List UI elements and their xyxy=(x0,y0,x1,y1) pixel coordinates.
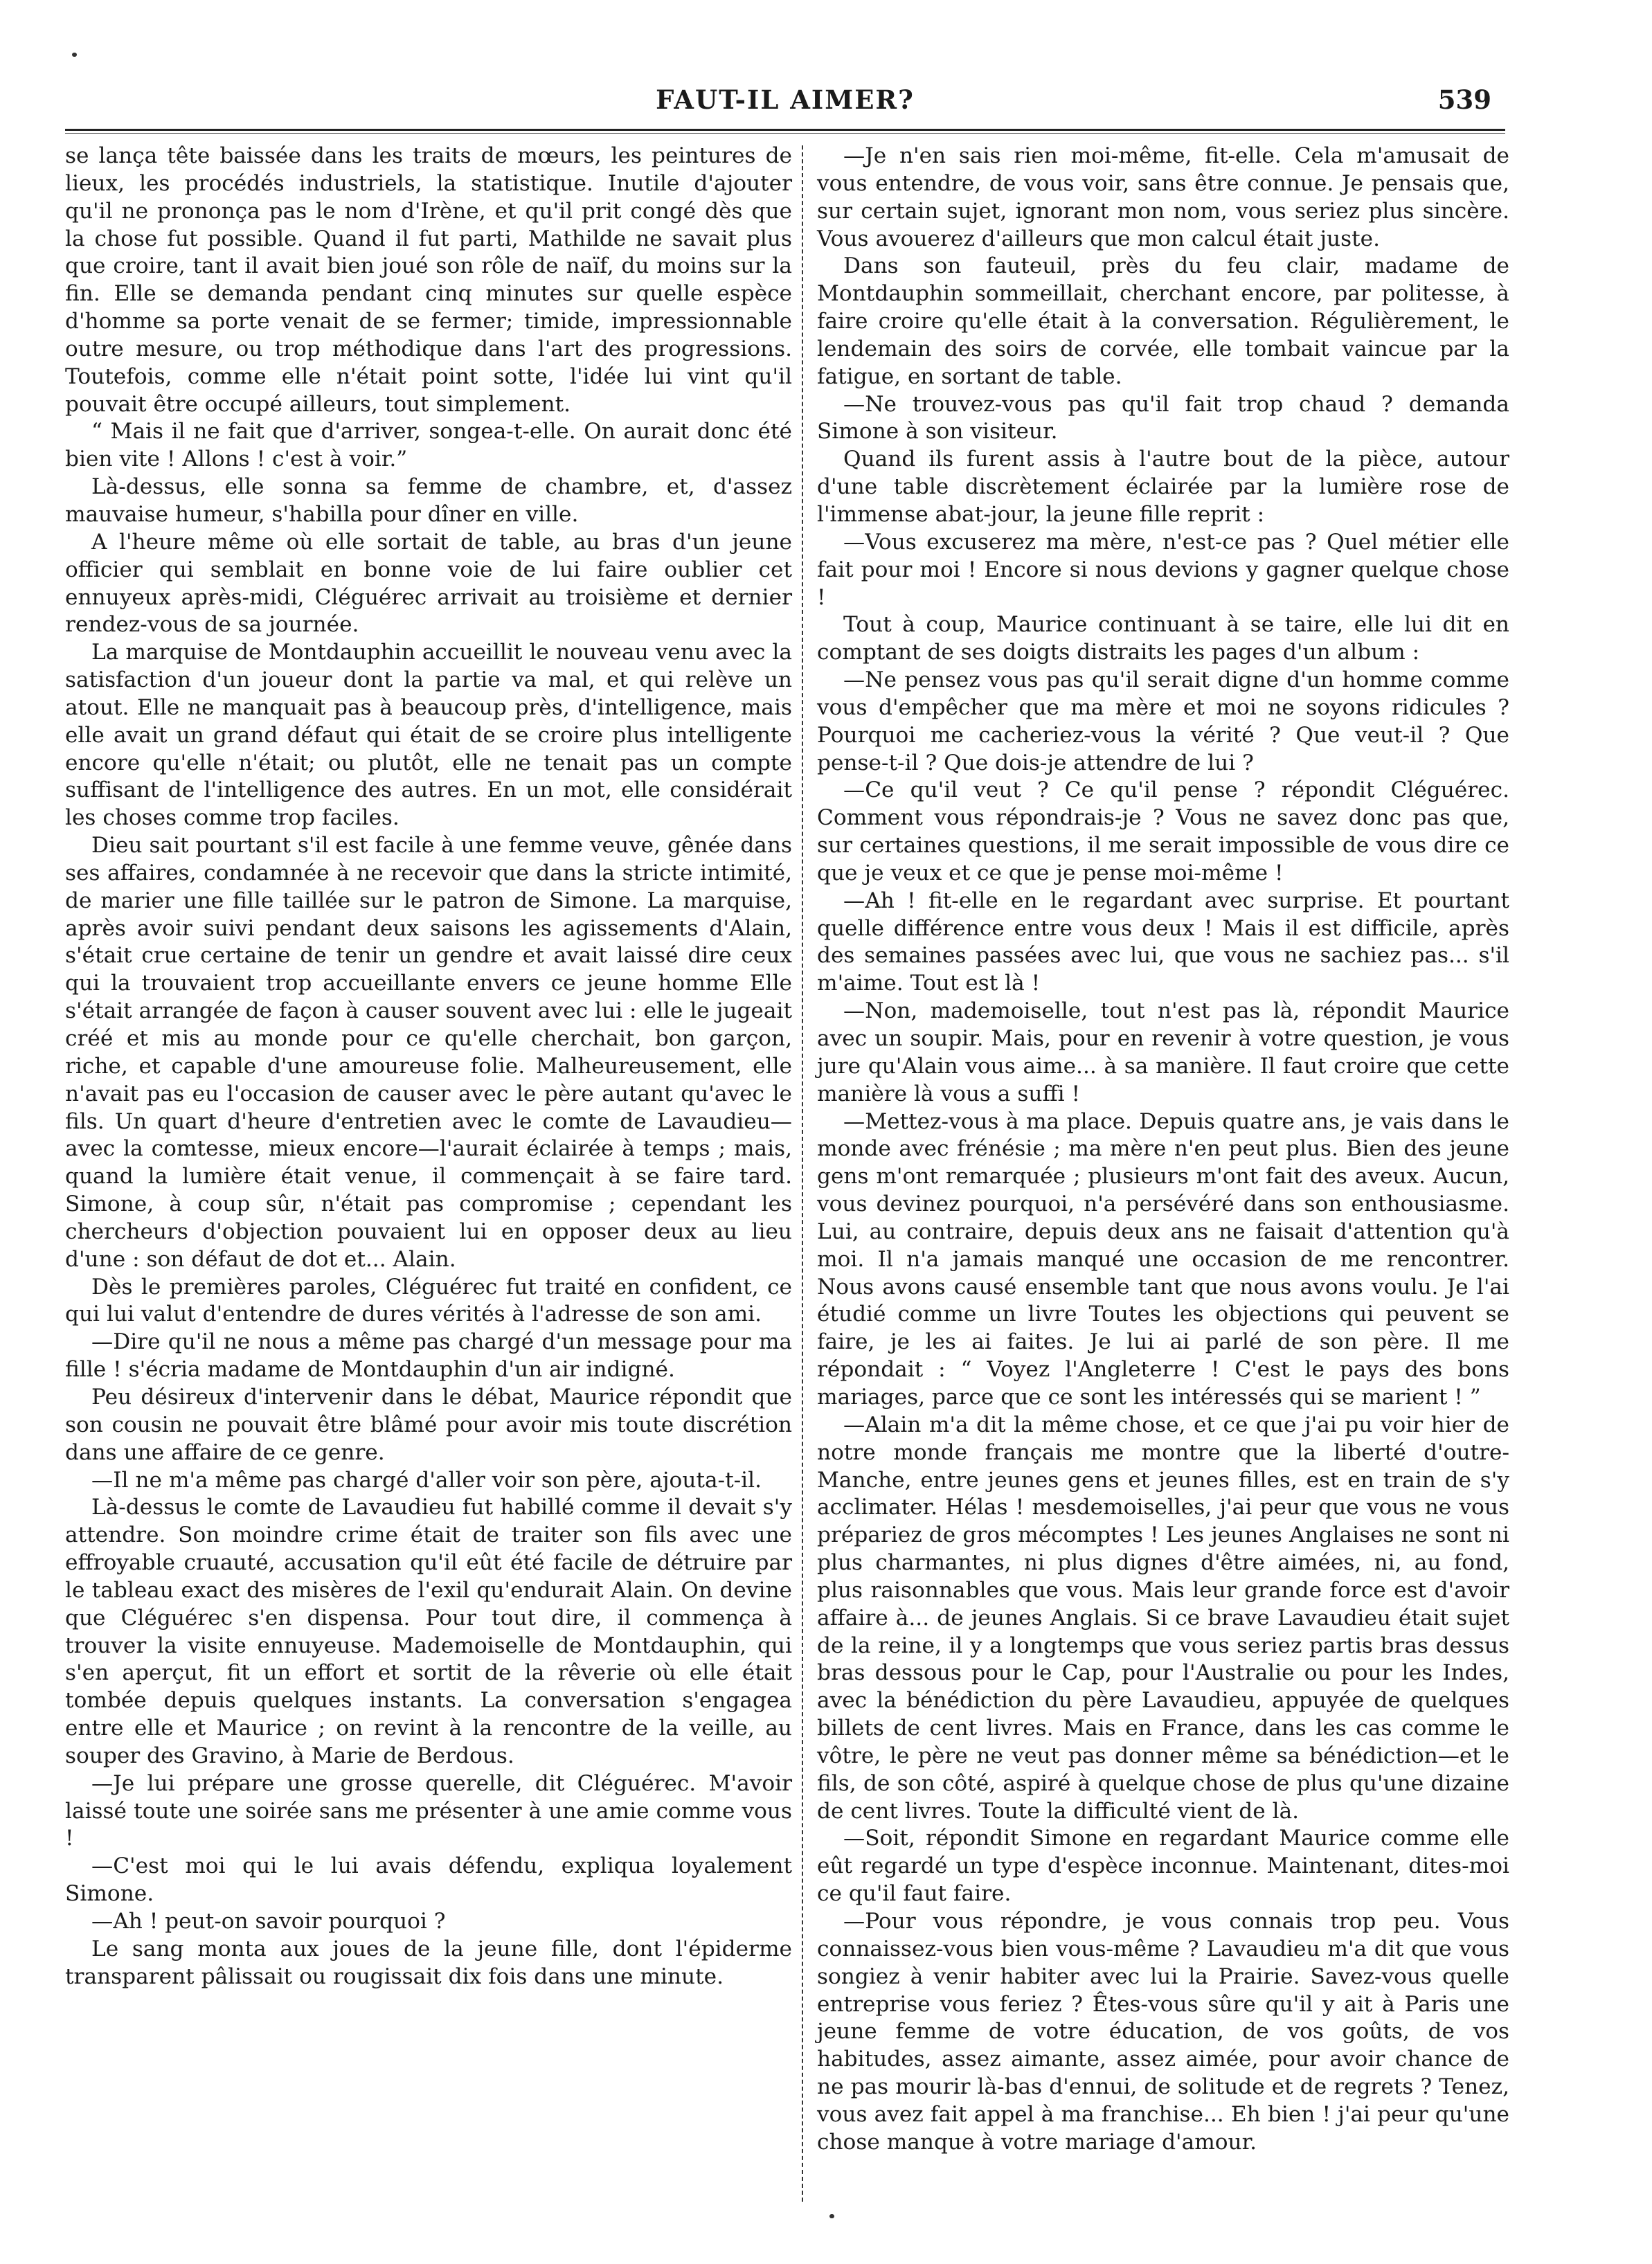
page-number: 539 xyxy=(1437,84,1491,115)
paragraph: se lança tête baissée dans les traits de mœurs, les peintures de lieux, les procédés industriels, la statistique. Inutile d'ajouter qu'il ne prononça pas le nom d'Irène, et qu'il prit congé dès que la chose fut possible. Quand il fut parti, Mathilde ne savait plus que croire, tant il avait bien joué son rôle de naïf, du moins sur la fin. Elle se demanda pendant cinq minutes sur quelle espèce d'homme sa porte venait de se fermer; timide, impressionnable outre mesure, ou trop méthodique dans l'art des progressions. Toutefois, comme elle n'était point sotte, l'idée lui vint qu'il pouvait être occupé ailleurs, tout simplement. xyxy=(65,143,792,417)
paragraph: —Ah ! peut-on savoir pourquoi ? xyxy=(91,1909,446,1934)
paragraph: Quand ils furent assis à l'autre bout de la pièce, autour d'une table discrètement éclairée par la lumière rose de l'immense abat-jour, la jeune fille reprit : xyxy=(817,447,1509,527)
paragraph: A l'heure même où elle sortait de table, au bras d'un jeune officier qui semblait en bonne voie de lui faire oublier cet ennuyeux après-midi, Cléguérec arrivait au troisième et dernier rendez-vous de sa journée. xyxy=(65,529,792,638)
paragraph: —Dire qu'il ne nous a même pas chargé d'un message pour ma fille ! s'écria madame de Montdauphin d'un air indigné. xyxy=(65,1329,792,1383)
column-divider xyxy=(802,145,803,2202)
paragraph: “ Mais il ne fait que d'arriver, songea-t-elle. On aurait donc été bien vite ! Allons ! c'est à voir.” xyxy=(65,419,792,472)
paragraph: —Je lui prépare une grosse querelle, dit Cléguérec. M'avoir laissé toute une soirée sans me présenter à une amie comme vous ! xyxy=(65,1770,792,1851)
paragraph: Là-dessus, elle sonna sa femme de chambre, et, d'assez mauvaise humeur, s'habilla pour dîner en ville. xyxy=(65,474,792,527)
paragraph: —Je n'en sais rien moi-même, fit-elle. Cela m'amusait de vous entendre, de vous voir, sans être connue. Je pensais que, sur certain sujet, ignorant mon nom, vous seriez plus sincère. Vous avouerez d'ailleurs que mon calcul était juste. xyxy=(817,143,1509,251)
paragraph: Tout à coup, Maurice continuant à se taire, elle lui dit en comptant de ses doigts distraits les pages d'un album : xyxy=(817,612,1509,665)
paragraph: Peu désireux d'intervenir dans le débat, Maurice répondit que son cousin ne pouvait être blâmé pour avoir mis toute discrétion dans une affaire de ce genre. xyxy=(65,1384,792,1465)
header-rule-thin xyxy=(65,133,1505,134)
paragraph: Dieu sait pourtant s'il est facile à une femme veuve, gênée dans ses affaires, condamnée à ne recevoir que dans la stricte intimité, de marier une fille taillée sur le patron de Simone. La marquise, après avoir suivi pendant deux saisons les agissements d'Alain, s'était crue certaine de tenir un gendre et avait laissé dire ceux qui la trouvaient trop accueillante envers ce jeune homme Elle s'était arrangée de façon à causer souvent avec lui : elle le jugeait créé et mis au monde pour ce qu'elle cherchait, bon garçon, riche, et capable d'une amoureuse folie. Malheureusement, elle n'avait pas eu l'occasion de causer avec le père autant qu'avec le fils. Un quart d'heure d'entretien avec le comte de Lavaudieu—avec la comtesse, mieux encore—l'aurait éclairée à temps ; mais, quand la lumière était venue, il commençait à se faire tard. Simone, à coup sûr, n'était pas compromise ; cependant les chercheurs d'objection pouvaient lui en opposer deux au lieu d'une : son défaut de dot et... Alain. xyxy=(65,833,792,1272)
paragraph: Dès le premières paroles, Cléguérec fut traité en confident, ce qui lui valut d'entendre de dures vérités à l'adresse de son ami. xyxy=(65,1274,792,1327)
paragraph: —Ne pensez vous pas qu'il serait digne d'un homme comme vous d'empêcher que ma mère et moi ne soyons ridicules ? Pourquoi me cacheriez-vous la vérité ? Que veut-il ? Que pense-t-il ? Que dois-je attendre de lui ? xyxy=(817,667,1509,775)
paragraph: Là-dessus le comte de Lavaudieu fut habillé comme il devait s'y attendre. Son moindre crime était de traiter son fils avec une effroyable cruauté, accusation qu'il eût été facile de détruire par le tableau exact des misères de l'exil qu'endurait Alain. On devine que Cléguérec s'en dispensa. Pour tout dire, il commença à trouver la visite ennuyeuse. Mademoiselle de Montdauphin, qui s'en aperçut, fit un effort et sortit de la rêverie où elle était tombée depuis quelques instants. La conversation s'engagea entre elle et Maurice ; on revint à la rencontre de la veille, au souper des Gravino, à Marie de Berdous. xyxy=(65,1495,792,1768)
paragraph: Dans son fauteuil, près du feu clair, madame de Montdauphin sommeillait, cherchant encore, par politesse, à faire croire qu'elle était à la conversation. Régulièrement, le lendemain des soirs de corvée, elle tombait vaincue par la fatigue, en sortant de table. xyxy=(817,253,1509,389)
page-header xyxy=(65,82,1505,126)
paragraph: —Ne trouvez-vous pas qu'il fait trop chaud ? demanda Simone à son visiteur. xyxy=(817,391,1509,444)
paragraph: —Pour vous répondre, je vous connais trop peu. Vous connaissez-vous bien vous-même ? Lavaudieu m'a dit que vous songiez à venir habiter avec lui la Prairie. Savez-vous quelle entreprise vous feriez ? Êtes-vous sûre qu'il y ait à Paris une jeune femme de votre éducation, de vos goûts, de vos habitudes, assez aimante, assez aimée, pour avoir chance de ne pas mourir là-bas d'ennui, de solitude et de regrets ? Tenez, vous avez fait appel à ma franchise... Eh bien ! j'ai peur qu'une chose manque à votre mariage d'amour. xyxy=(817,1909,1509,2155)
header-rule xyxy=(65,129,1505,131)
paragraph: —Non, mademoiselle, tout n'est pas là, répondit Maurice avec un soupir. Mais, pour en revenir à votre question, je vous jure qu'Alain vous aime... à sa manière. Il faut croire que cette manière là vous a suffi ! xyxy=(817,998,1509,1106)
paragraph: —C'est moi qui le lui avais défendu, expliqua loyalement Simone. xyxy=(65,1853,792,1907)
ink-speck xyxy=(829,2214,834,2218)
paragraph: —Mettez-vous à ma place. Depuis quatre ans, je vais dans le monde avec frénésie ; ma mère n'en peut plus. Bien des jeune gens m'ont remarquée ; plusieurs m'ont fait des aveux. Aucun, vous devinez pourquoi, n'a persévéré dans son enthousiasme. Lui, au contraire, depuis deux ans ne faisait d'attention qu'à moi. Il n'a jamais manqué une occasion de me rencontrer. Nous avons causé ensemble tant que nous avons voulu. Je l'ai étudié comme un livre Toutes les objections qui peuvent se faire, je les ai faites. Je lui ai parlé de son père. Il me répondait : “ Voyez l'Angleterre ! C'est le pays des bons mariages, parce que ce sont les intéressés qui se marient ! ” xyxy=(817,1108,1509,1410)
paragraph: —Alain m'a dit la même chose, et ce que j'ai pu voir hier de notre monde français me montre que la liberté d'outre-Manche, entre jeunes gens et jeunes filles, est en train de s'y acclimater. Hélas ! mesdemoiselles, j'ai peur que vous ne vous prépariez de gros mécomptes ! Les jeunes Anglaises ne sont ni plus charmantes, ni plus dignes d'être aimées, ni, au fond, plus raisonnables que vous. Mais leur grande force est d'avoir affaire à... de jeunes Anglais. Si ce brave Lavaudieu était sujet de la reine, il y a longtemps que vous seriez partis bras dessus bras dessous pour le Cap, pour l'Australie ou pour les Indes, avec la bénédiction du père Lavaudieu, appuyée de quelques billets de cent livres. Mais en France, dans les cas comme le vôtre, le père ne veut pas donner même sa bénédiction—et le fils, de son côté, aspiré à quelque chose de plus qu'une dizaine de cent livres. Toute la difficulté vient de là. xyxy=(817,1412,1509,1824)
paragraph: —Soit, répondit Simone en regardant Maurice comme elle eût regardé un type d'espèce inconnue. Maintenant, dites-moi ce qu'il faut faire. xyxy=(817,1826,1509,1907)
paragraph: —Ah ! fit-elle en le regardant avec surprise. Et pourtant quelle différence entre vous deux ! Mais il est difficile, après des semaines passées avec lui, que vous ne sachiez pas... s'il m'aime. Tout est là ! xyxy=(817,888,1509,996)
right-column xyxy=(817,143,1509,2157)
paragraph: —Vous excuserez ma mère, n'est-ce pas ? Quel métier elle fait pour moi ! Encore si nous devions y gagner quelque chose ! xyxy=(817,529,1509,610)
paragraph: Le sang monta aux joues de la jeune fille, dont l'épiderme transparent pâlissait ou rougissait dix fois dans une minute. xyxy=(65,1936,792,1989)
left-column xyxy=(65,143,792,1991)
paragraph: —Ce qu'il veut ? Ce qu'il pense ? répondit Cléguérec. Comment vous répondrais-je ? Vous ne savez donc pas que, sur certaines questions, il me serait impossible de vous dire ce que je veux et ce que je pense moi-même ! xyxy=(817,778,1509,886)
paragraph: La marquise de Montdauphin accueillit le nouveau venu avec la satisfaction d'un joueur dont la partie va mal, et qui relève un atout. Elle ne manquait pas à beaucoup près, d'intelligence, mais elle avait un grand défaut qui était de se croire plus intelligente encore qu'elle n'était; ou plutôt, elle ne tenait pas un compte suffisant de l'intelligence des autres. En un mot, elle considérait les choses comme trop faciles. xyxy=(65,640,792,831)
running-title: FAUT-IL AIMER? xyxy=(656,84,915,115)
ink-speck xyxy=(72,53,77,57)
paragraph: —Il ne m'a même pas chargé d'aller voir son père, ajouta-t-il. xyxy=(91,1467,762,1493)
